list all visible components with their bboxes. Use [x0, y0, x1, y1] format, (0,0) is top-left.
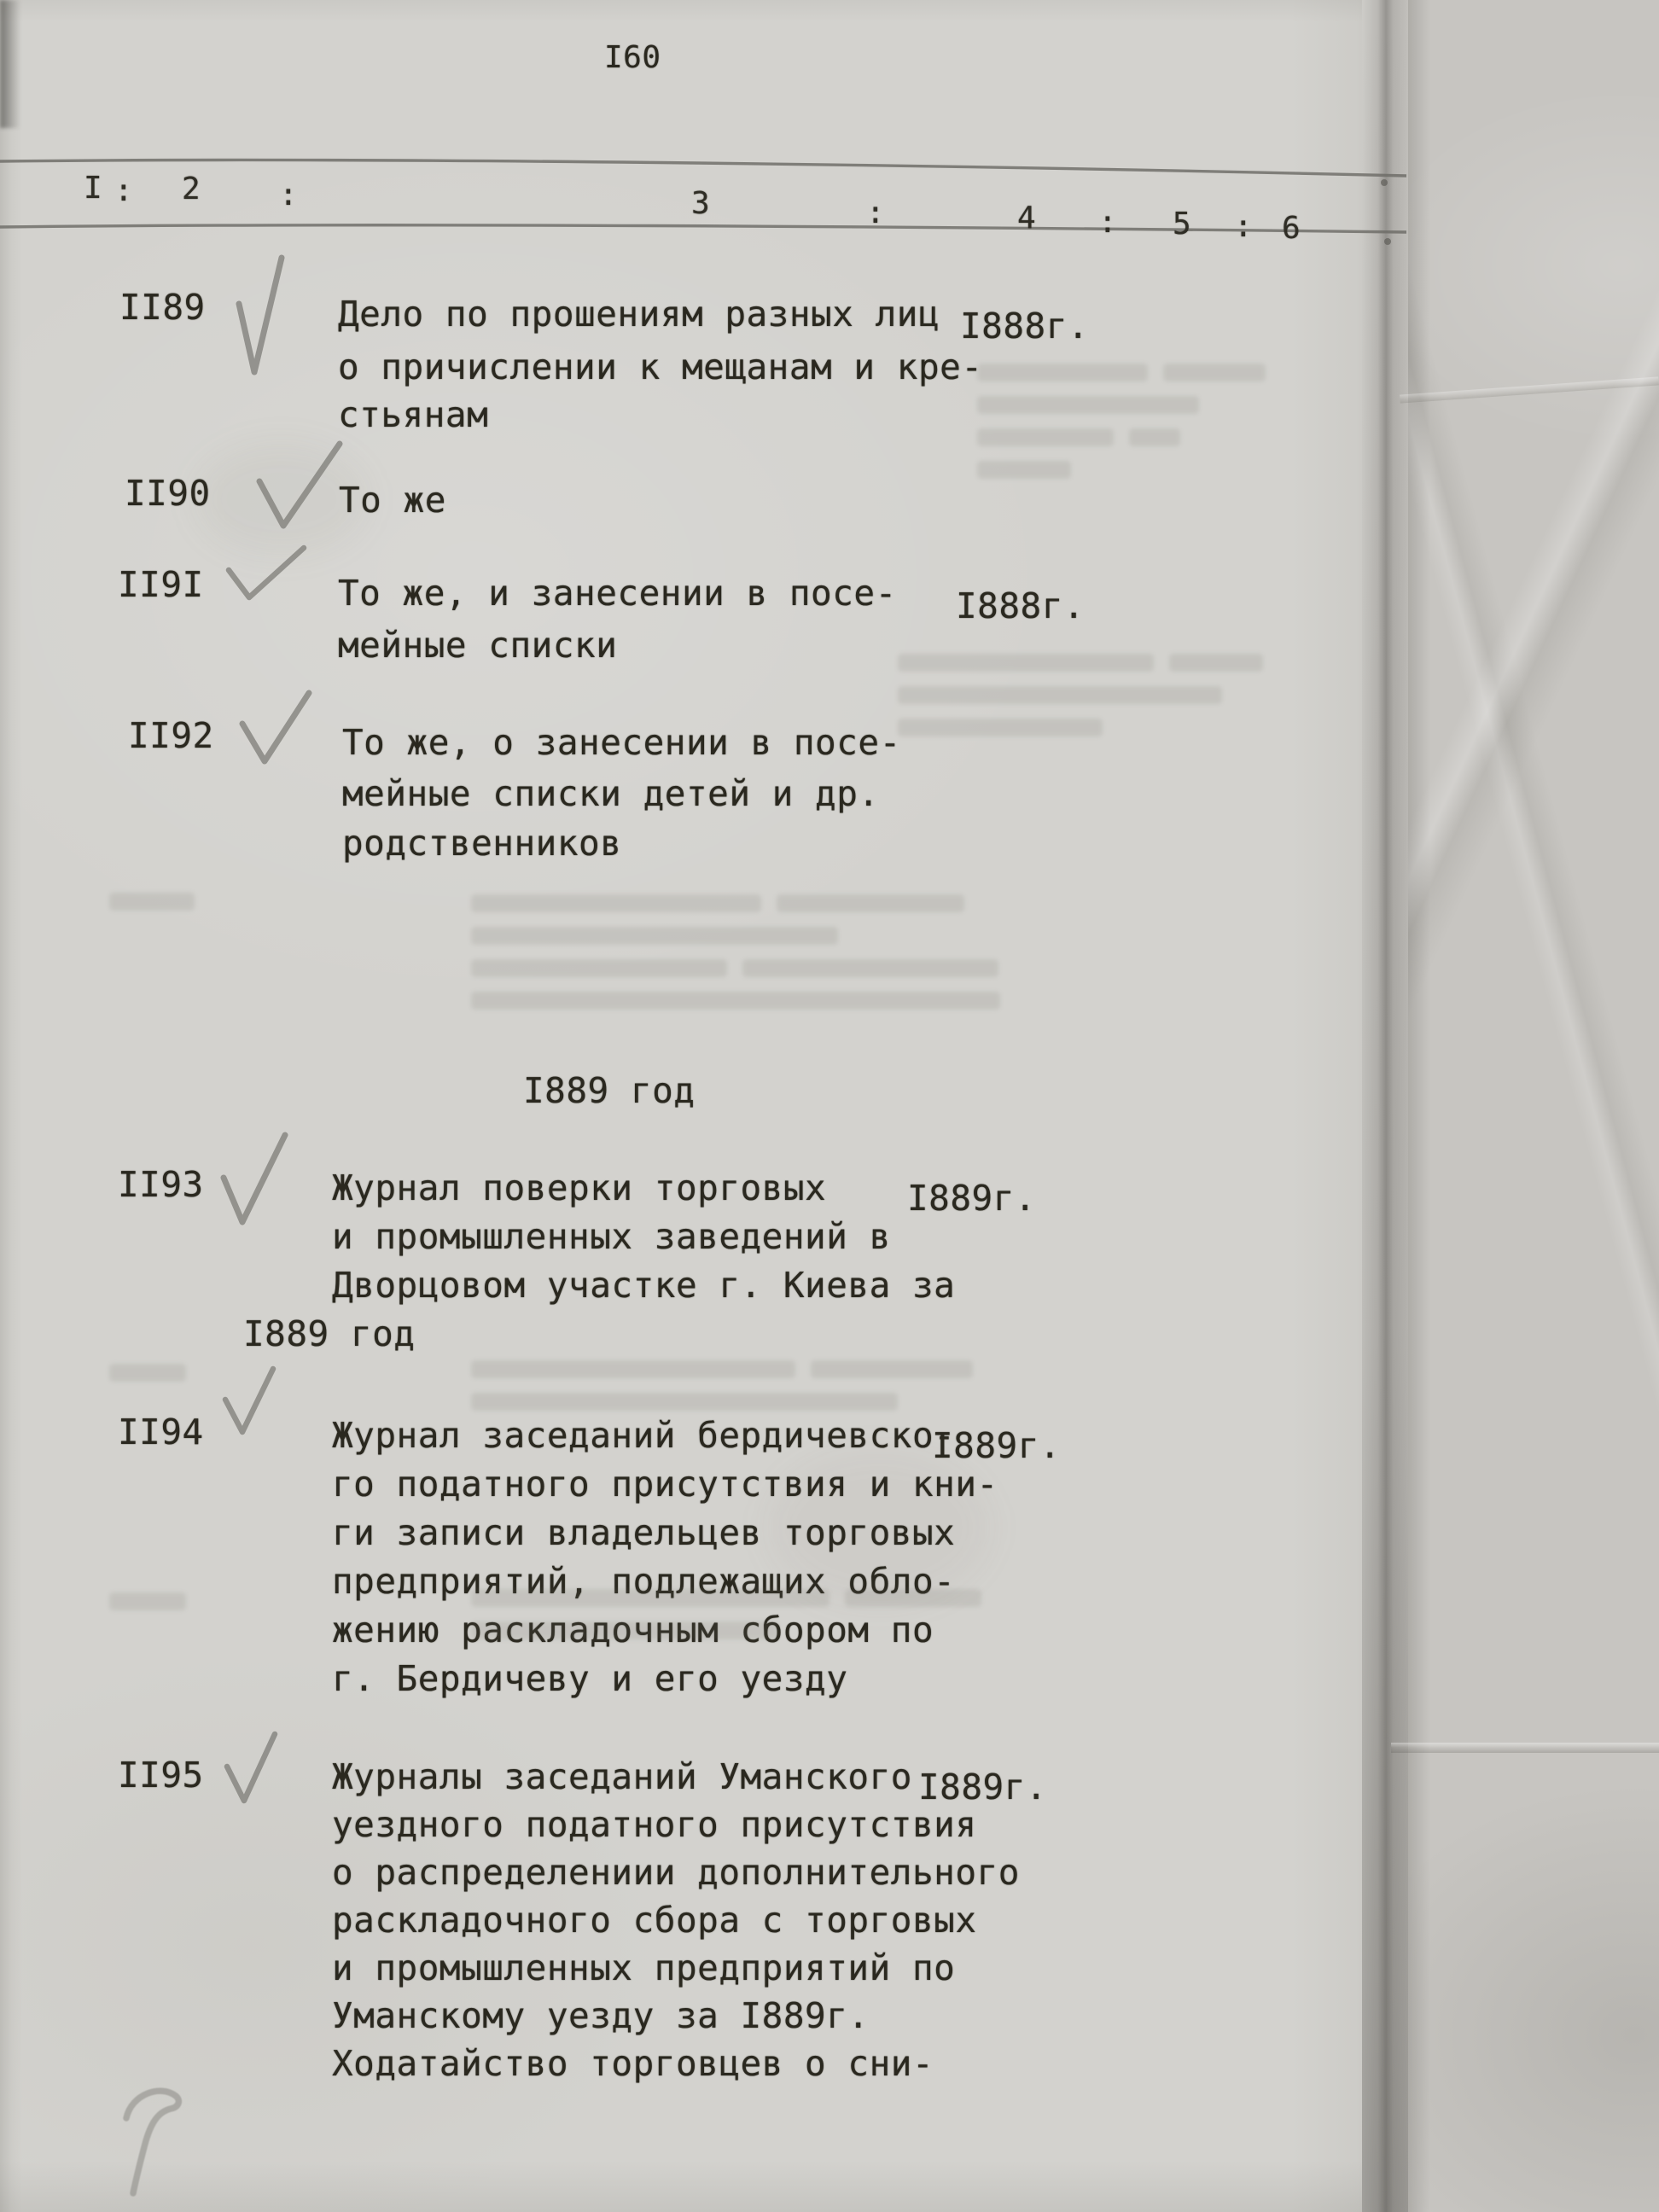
- column-header-6: 6: [1282, 211, 1301, 246]
- column-header-1: I: [84, 171, 103, 206]
- entry-date: I889г.: [907, 1178, 1037, 1219]
- entry-number: II9I: [118, 564, 204, 605]
- entry-text-line: раскладочного сбора с торговых: [332, 1900, 977, 1941]
- entry-text-line: о распределениии дополнительного: [332, 1852, 1020, 1893]
- ghost-text-block: [977, 364, 1293, 493]
- entry-number: II95: [118, 1755, 204, 1796]
- ghost-text-block: [471, 894, 1086, 1024]
- entry-text-line: Дворцовом участке г. Киева за: [332, 1265, 956, 1306]
- underlying-page: [1408, 0, 1659, 2212]
- entry-date: I889г.: [918, 1767, 1048, 1807]
- column-header-5: 5: [1173, 207, 1192, 242]
- table-header-rules: [0, 0, 1417, 273]
- pencil-checkmark: [236, 688, 316, 770]
- column-separator: :: [279, 178, 299, 212]
- ghost-text-block: [109, 1592, 297, 1625]
- pencil-checkmark: [229, 251, 290, 381]
- column-separator: :: [1098, 205, 1118, 240]
- entry-text-line: мейные списки: [338, 625, 618, 666]
- entry-text-line: стьянам: [338, 394, 489, 435]
- pencil-checkmark: [220, 1729, 283, 1807]
- entry-text-line: го податного присутствия и кни-: [332, 1464, 998, 1505]
- column-header-3: 3: [691, 186, 711, 221]
- entry-number: II89: [119, 287, 206, 328]
- pencil-checkmark: [224, 543, 311, 606]
- entry-number: II93: [118, 1164, 204, 1205]
- column-separator: :: [866, 195, 886, 230]
- entry-text-line: и промышленных заведений в: [332, 1216, 891, 1257]
- entry-number: II94: [118, 1412, 204, 1452]
- column-header-4: 4: [1017, 201, 1037, 236]
- entry-text-line: I889 год: [243, 1313, 416, 1354]
- entry-text-line: ги записи владельцев торговых: [332, 1512, 956, 1553]
- entry-text-line: предприятий, подлежащих обло-: [332, 1561, 956, 1602]
- page-fold-edge: [1362, 0, 1408, 2212]
- entry-text-line: мейные списки детей и др.: [342, 773, 880, 814]
- pencil-mark-7: [118, 2081, 200, 2209]
- entry-text-line: Ходатайство торговцев о сни-: [332, 2043, 934, 2084]
- entry-text-line: Дело по прошениям разных лиц: [338, 294, 940, 335]
- entry-text-line: То же, о занесении в посе-: [342, 722, 901, 763]
- ghost-text-block: [471, 1589, 1086, 1654]
- entry-number: II90: [125, 473, 211, 514]
- ghost-text-block: [109, 1364, 297, 1396]
- ghost-text-block: [898, 654, 1290, 751]
- entry-text-line: родственников: [342, 823, 622, 864]
- entry-text-line: Уманскому уезду за I889г.: [332, 1995, 870, 2036]
- entry-date: I888г.: [956, 585, 1086, 626]
- ghost-text-block: [109, 893, 297, 925]
- page-number: I60: [604, 40, 661, 75]
- entry-text-line: г. Бердичеву и его уезду: [332, 1658, 848, 1699]
- entry-text-line: То же, и занесении в посе-: [338, 573, 897, 614]
- entry-text-line: Журнал поверки торговых: [332, 1167, 827, 1208]
- entry-text-line: Журналы заседаний Уманского: [332, 1756, 912, 1797]
- entry-text-line: уездного податного присутствия: [332, 1804, 977, 1845]
- entry-date: I888г.: [960, 306, 1090, 346]
- ghost-text-block: [471, 1360, 1086, 1425]
- entry-text-line: о причислении к мещанам и кре-: [338, 346, 983, 387]
- entry-text-line: Журнал заседаний бердичевско-: [332, 1415, 956, 1456]
- entry-number: II92: [128, 715, 214, 756]
- entry-text-line: То же: [339, 480, 446, 521]
- section-heading-year: I889 год: [523, 1070, 696, 1111]
- entry-text-line: и промышленных предприятий по: [332, 1947, 956, 1988]
- column-separator: :: [1234, 209, 1254, 244]
- entry-text-line: жению раскладочным сбором по: [332, 1610, 934, 1650]
- paper-crease: [1391, 1743, 1659, 1753]
- pencil-checkmark: [215, 1128, 294, 1231]
- column-separator: :: [114, 173, 134, 208]
- pencil-checkmark: [253, 437, 348, 536]
- entry-date: I889г.: [932, 1425, 1062, 1466]
- column-header-2: 2: [182, 172, 201, 207]
